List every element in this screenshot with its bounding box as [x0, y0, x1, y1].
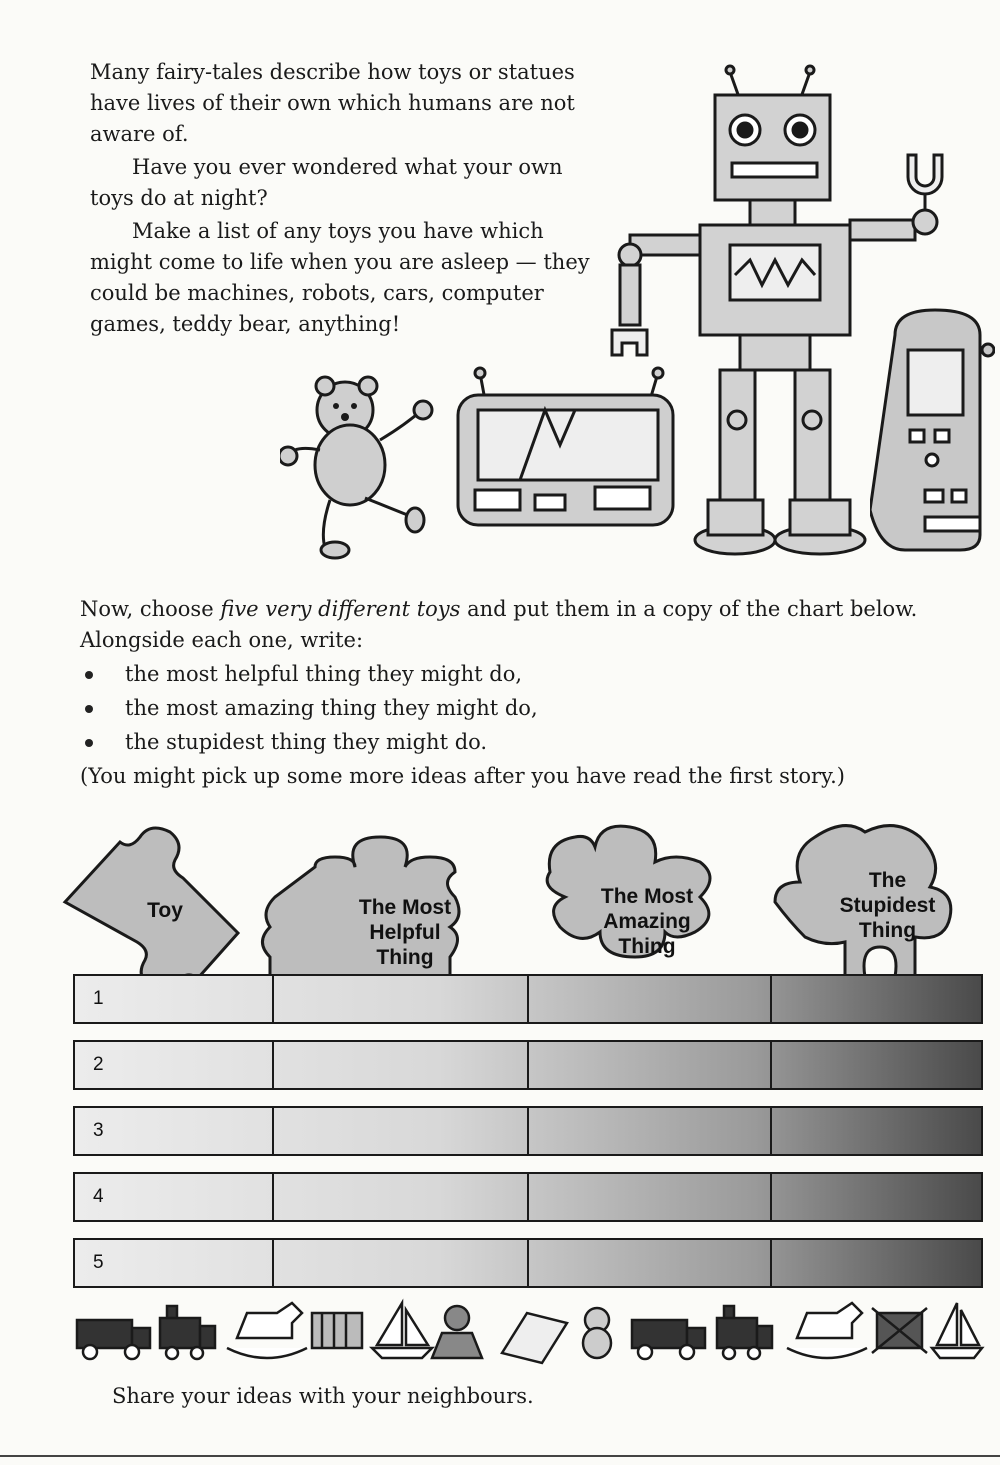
row-number: 4: [93, 1186, 104, 1207]
bullet-item: [80, 659, 960, 690]
header-amazing-line-3: Thing: [618, 935, 676, 958]
toy-radio-illustration: [450, 365, 680, 535]
bullet-text: the most amazing thing they might do,: [125, 696, 538, 720]
crib-icon: [872, 1308, 927, 1353]
cell-helpful: [272, 976, 274, 1022]
teddy-bear-illustration: [280, 370, 440, 560]
rocking-horse-icon: [227, 1303, 307, 1358]
crib-icon: [312, 1313, 362, 1348]
header-toy: [120, 898, 210, 923]
bullet-text: the stupidest thing they might do.: [125, 730, 488, 754]
train-icon: [160, 1306, 215, 1359]
chart-row-4: [73, 1172, 983, 1222]
row-number: 1: [93, 988, 104, 1009]
teddy-icon: [583, 1308, 611, 1358]
footer-text: Share your ideas with your neighbours.: [112, 1384, 534, 1408]
train-icon: [717, 1306, 772, 1359]
cell-helpful: [272, 1108, 274, 1154]
intro-paragraph-2: Have you ever wondered what your own toys do at night?: [90, 155, 563, 210]
cell-helpful: [272, 1174, 274, 1220]
intro-paragraph-1: Many fairy-tales describe how toys or statues have lives of their own which humans are not aware of.: [90, 60, 575, 146]
instructions-lead-emphasis: five very different toys: [220, 597, 461, 621]
header-stupidest: [815, 868, 960, 943]
bullet-list: [80, 659, 960, 758]
header-most-amazing: [572, 884, 722, 959]
chart-row-3: [73, 1106, 983, 1156]
row-number: 3: [93, 1120, 104, 1141]
cell-stupidest: [770, 1174, 772, 1220]
header-helpful-line-3: Thing: [376, 946, 434, 969]
row-number: 2: [93, 1054, 104, 1075]
cell-helpful: [272, 1042, 274, 1088]
cell-stupidest: [770, 1108, 772, 1154]
cell-helpful: [272, 1240, 274, 1286]
intro-text: [90, 57, 590, 342]
bullet-dot-icon: [85, 739, 93, 747]
bullet-dot-icon: [85, 705, 93, 713]
cell-amazing: [527, 1108, 529, 1154]
instructions-lead-start: Now, choose: [80, 597, 221, 621]
instructions-lead-line2: Alongside each one, write:: [80, 628, 364, 652]
doll-icon: [432, 1306, 482, 1358]
header-stupidest-line-3: Thing: [858, 919, 917, 942]
sailboat-icon: [372, 1303, 432, 1358]
cell-stupidest: [770, 1042, 772, 1088]
chart-row-2: [73, 1040, 983, 1090]
header-toy-line-1: Toy: [147, 899, 183, 922]
header-helpful-line-1: The Most: [358, 896, 452, 919]
intro-paragraph-3: Make a list of any toys you have which might come to life when you are asleep — they could be machines, robots, cars, computer games, teddy bear, anything!: [90, 219, 590, 336]
header-most-helpful: [330, 895, 480, 970]
bullet-text: the most helpful thing they might do,: [125, 662, 523, 686]
instructions-lead: [80, 594, 960, 625]
header-helpful-line-2: Helpful: [369, 921, 441, 944]
bottom-rule: [0, 1455, 1000, 1457]
bullet-dot-icon: [85, 671, 93, 679]
header-amazing-line-1: The Most: [600, 885, 694, 908]
cell-stupidest: [770, 976, 772, 1022]
instructions-lead-end: and put them in a copy of the chart below.: [460, 597, 918, 621]
header-stupidest-line-2: Stupidest: [839, 894, 936, 917]
header-stupidest-line-1: The: [868, 869, 907, 892]
sailboat-icon: [932, 1303, 982, 1358]
book-icon: [502, 1313, 567, 1363]
chart-row-5: [73, 1238, 983, 1288]
header-amazing-line-2: Amazing: [603, 910, 691, 933]
cell-stupidest: [770, 1240, 772, 1286]
cell-amazing: [527, 1240, 529, 1286]
toy-border-strip: [72, 1298, 987, 1368]
cell-amazing: [527, 1042, 529, 1088]
chart-row-1: [73, 974, 983, 1024]
rocking-horse-icon: [787, 1303, 867, 1358]
row-number: 5: [93, 1252, 104, 1273]
truck-icon: [632, 1320, 705, 1359]
game-machine-illustration: [870, 305, 995, 555]
bullet-item: [80, 693, 960, 724]
truck-icon: [77, 1320, 150, 1359]
cell-amazing: [527, 976, 529, 1022]
bullet-item: [80, 727, 960, 758]
cell-amazing: [527, 1174, 529, 1220]
instructions-note: (You might pick up some more ideas after you have read the first story.): [80, 764, 845, 788]
instructions-text: [80, 594, 960, 792]
